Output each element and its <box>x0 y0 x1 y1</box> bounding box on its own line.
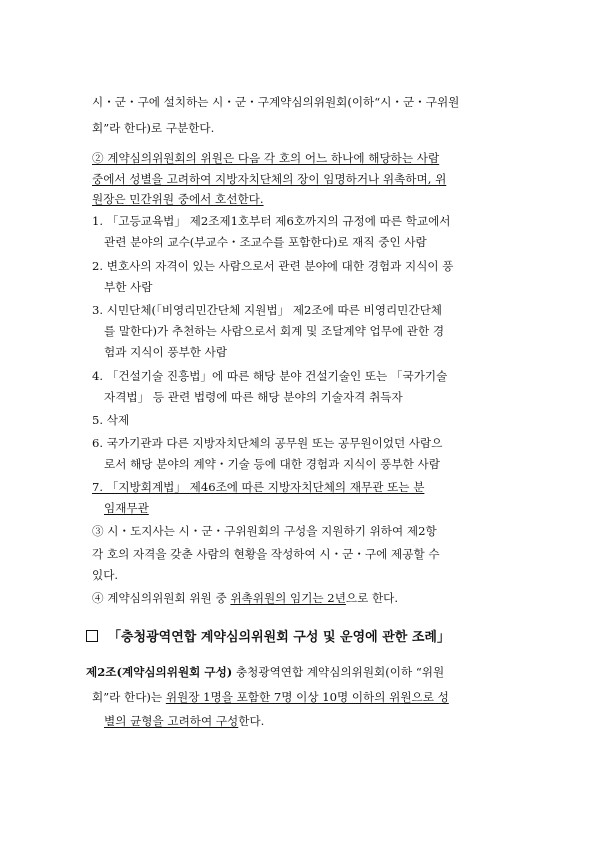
checkbox-square-icon <box>86 630 98 642</box>
article-line <box>92 689 449 705</box>
paragraph-2-line: 중에서 성별을 고려하여 지방자치단체의 장이 임명하거나 위촉하며, 위 <box>92 172 447 186</box>
list-item-3-cont: 를 말한다)가 추천하는 사람으로서 회계 및 조달계약 업무에 관한 경 <box>104 324 445 338</box>
list-item-5: 5. 삭제 <box>92 413 130 427</box>
list-item-3: 3. 시민단체(「비영리민간단체 지원법」 제2조에 따른 비영리민간단체 <box>92 303 442 317</box>
article-label: 제2조(계약심의위원회 구성) <box>86 665 233 679</box>
list-item-4: 4. 「건설기술 진흥법」에 따른 해당 분야 건설기술인 또는 「국가기술 <box>92 369 448 383</box>
list-item-1: 1. 「고등교육법」 제2조제1호부터 제6호까지의 규정에 따른 학교에서 <box>92 214 451 228</box>
section-heading-text: 「충청광역연합 계약심의위원회 구성 및 운영에 관한 조례」 <box>108 630 450 645</box>
article-line <box>86 664 444 680</box>
list-item-1-cont: 관련 분야의 교수(부교수・조교수를 포함한다)로 재직 중인 사람 <box>104 235 427 249</box>
article-text-end: 한다. <box>238 714 265 728</box>
paragraph-3-line: 각 호의 자격을 갖춘 사람의 현황을 작성하여 시・군・구에 제공할 수 <box>92 547 440 561</box>
list-item-7: 7. 「지방회계법」 제46조에 따른 지방자치단체의 재무관 또는 분 <box>92 480 425 494</box>
article-text: 충청광역연합 계약심의위원회(이하 “위원 <box>232 665 445 679</box>
article-line <box>104 713 264 729</box>
paragraph-4-line <box>92 590 398 606</box>
text-line: 회”라 한다)로 구분한다. <box>92 121 215 135</box>
list-item-2: 2. 변호사의 자격이 있는 사람으로서 관련 분야에 대한 경험과 지식이 풍 <box>92 259 454 273</box>
list-item-3-cont: 험과 지식이 풍부한 사람 <box>104 345 228 359</box>
list-item-4-cont: 자격법」 등 관련 법령에 따른 해당 분야의 기술자격 취득자 <box>104 390 403 404</box>
list-item-6: 6. 국가기관과 다른 지방자치단체의 공무원 또는 공무원이었던 사람으 <box>92 436 443 450</box>
article-underlined: 위원장 1명을 포함한 7명 이상 10명 이하의 위원으로 성 <box>165 690 449 704</box>
text-line: 시・군・구에 설치하는 시・군・구계약심의위원회(이하“시・군・구위원 <box>92 95 460 109</box>
paragraph-2-line: ② 계약심의위원회의 위원은 다음 각 호의 어느 하나에 해당하는 사람 <box>92 151 440 165</box>
article-underlined: 별의 균형을 고려하여 구성 <box>104 714 239 728</box>
list-item-2-cont: 부한 사람 <box>104 280 153 294</box>
list-item-7-cont: 임재무관 <box>104 501 149 515</box>
paragraph-3-line: 있다. <box>92 568 119 582</box>
paragraph-2-line: 원장은 민간위원 중에서 호선한다. <box>92 192 264 206</box>
article-text: 회”라 한다)는 <box>92 690 166 704</box>
section-heading <box>86 630 450 646</box>
list-item-6-cont: 로서 해당 분야의 계약・기술 등에 대한 경험과 지식이 풍부한 사람 <box>104 457 440 471</box>
paragraph-4-text-end: 으로 한다. <box>345 591 399 605</box>
paragraph-4-text: ④ 계약심의위원회 위원 중 <box>92 591 231 605</box>
paragraph-3-line: ③ 시・도지사는 시・군・구위원회의 구성을 지원하기 위하여 제2항 <box>92 524 437 538</box>
paragraph-4-underlined: 위촉위원의 임기는 2년 <box>230 591 346 605</box>
